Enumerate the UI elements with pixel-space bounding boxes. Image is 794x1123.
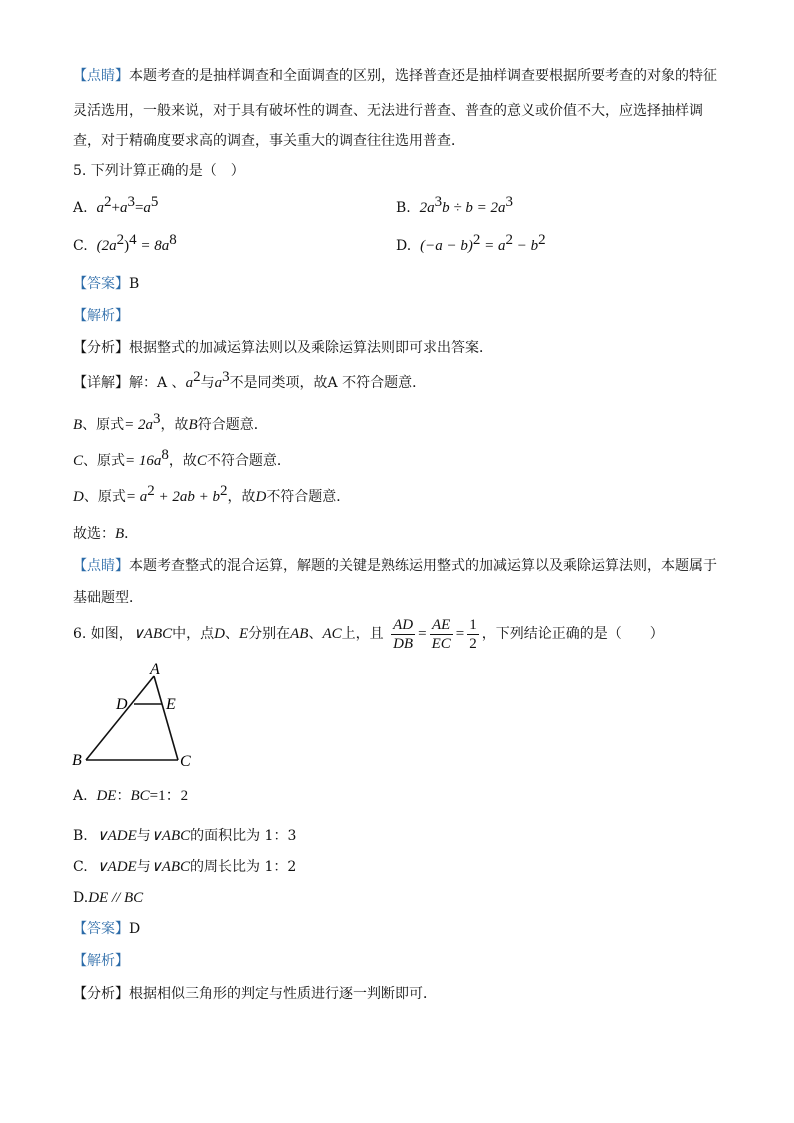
math: = 8a — [136, 238, 170, 254]
text: 6. 如图， — [73, 626, 133, 642]
side-ab — [86, 676, 154, 760]
detail-tag: 【详解】 — [73, 375, 129, 391]
q5-analysis — [73, 306, 129, 326]
note-line-2 — [73, 101, 703, 121]
math: DE // BC — [88, 890, 144, 906]
text: 的面积比为 1：3 — [190, 828, 297, 844]
text: 、原式 — [82, 417, 125, 433]
math: a — [96, 200, 104, 216]
q5-note-1 — [73, 556, 717, 576]
exp: 3 — [127, 194, 135, 210]
math: DE — [96, 788, 117, 804]
q6-answer — [73, 919, 140, 939]
text: 、原式 — [83, 489, 126, 505]
q5-stem — [73, 161, 245, 181]
q5-line-b — [73, 411, 268, 435]
fraction-numerator: AD — [393, 616, 414, 633]
q5-detail — [73, 369, 427, 393]
equals: = — [418, 626, 427, 642]
math: C — [196, 453, 207, 469]
note-text-1: 本题考查的是抽样调查和全面调查的区别，选择普查还是抽样调查要根据所要考查的对象的特征 — [129, 68, 717, 84]
q5-option-b — [396, 194, 514, 218]
math: a — [119, 200, 128, 216]
option-label: B. — [396, 200, 411, 216]
fraction-denominator: 2 — [469, 635, 477, 652]
q5-option-c — [73, 232, 177, 256]
q5-line-d — [73, 483, 351, 507]
q5-option-d — [396, 232, 546, 256]
detail-text: 与 — [200, 375, 215, 391]
text: 故选： — [73, 526, 115, 542]
fraction-ad-db — [391, 616, 415, 653]
note-text-3: 查，对于精确度要求高的调查，事关重大的调查往往选用普查． — [73, 133, 465, 149]
text: 与 — [136, 859, 151, 875]
fenxi-tag: 【分析】 — [73, 986, 129, 1002]
q5-choice — [73, 524, 138, 544]
text: 、 — [308, 626, 323, 642]
exp: 8 — [169, 232, 177, 248]
triangle-figure — [66, 656, 206, 774]
q6-option-b — [73, 826, 296, 846]
text: ，故 — [227, 489, 256, 505]
text: =1：2 — [149, 788, 189, 804]
math: ∨ADE — [96, 859, 137, 875]
fraction-ae-ec — [430, 616, 453, 653]
text: 不符合题意． — [206, 453, 291, 469]
q5-answer — [73, 274, 139, 294]
math: = a — [125, 489, 148, 505]
note-tag: 【点睛】 — [73, 68, 129, 84]
answer-value: D — [129, 921, 141, 937]
op: + — [111, 200, 120, 216]
equals: = — [455, 626, 465, 642]
label-e: E — [166, 696, 176, 713]
fraction-denominator: DB — [393, 635, 414, 652]
math: B — [73, 417, 83, 433]
math: AC — [322, 626, 342, 642]
option-label: C. — [73, 859, 88, 875]
math: D — [73, 489, 84, 505]
text: 符合题意． — [197, 417, 268, 433]
math: b ÷ b = 2a — [442, 200, 506, 216]
label-d: D — [116, 696, 128, 713]
fraction-denominator: EC — [431, 635, 451, 652]
exp: 3 — [222, 369, 230, 385]
option-label: B. — [73, 828, 88, 844]
q6-analysis — [73, 951, 129, 971]
math: = a — [480, 238, 506, 254]
math: 2a — [419, 200, 435, 216]
note-text: 本题考查整式的混合运算，解题的关键是熟练运用整式的加减运算以及乘除运算法则，本题属于 — [129, 558, 717, 574]
text: 分别在 — [248, 626, 291, 642]
exp: 2 — [219, 483, 228, 499]
label-b: B — [72, 752, 82, 769]
analysis-tag: 【解析】 — [73, 308, 129, 324]
math: AB — [290, 626, 309, 642]
math: ∨ADE — [96, 828, 137, 844]
label-a: A — [150, 661, 160, 678]
math: D — [255, 489, 267, 505]
text: ，下列结论正确的是（ ） — [481, 626, 664, 642]
q5-option-a — [73, 194, 159, 218]
note-line-1 — [73, 66, 717, 86]
detail-text: 解：A 、 — [129, 375, 186, 391]
fraction-numerator: AE — [430, 616, 453, 635]
option-label: A. — [73, 788, 88, 804]
note-tag: 【点睛】 — [73, 558, 129, 574]
exp: 2 — [193, 369, 201, 385]
math: a — [143, 200, 151, 216]
fenxi-text: 根据相似三角形的判定与性质进行逐一判断即可． — [129, 986, 437, 1002]
note-line-3 — [73, 131, 465, 151]
math: BC — [130, 788, 150, 804]
exp: 3 — [505, 194, 514, 210]
exp: 2 — [538, 232, 546, 248]
math: + 2ab + b — [154, 489, 220, 505]
answer-tag: 【答案】 — [73, 921, 129, 937]
math: = 16a — [125, 453, 162, 469]
q5-line-c — [73, 447, 291, 471]
math: D — [214, 626, 225, 642]
math: a — [185, 375, 194, 391]
text: ，故 — [168, 453, 197, 469]
op: = — [134, 200, 144, 216]
text: 不符合题意． — [266, 489, 351, 505]
op: ) — [124, 238, 130, 254]
fenxi-tag: 【分析】 — [73, 340, 129, 356]
option-label: C. — [73, 238, 88, 254]
option-label: D. — [396, 238, 412, 254]
exp: 2 — [472, 232, 481, 248]
math: (2a — [96, 238, 117, 254]
text: 中，点 — [172, 626, 215, 642]
text: ，故 — [160, 417, 189, 433]
text: ． — [124, 526, 139, 542]
exp: 3 — [153, 411, 161, 427]
exp: 2 — [103, 194, 112, 210]
exp: 2 — [116, 232, 125, 248]
math: ∨ABC — [150, 828, 191, 844]
q5-stem-text: 5. 下列计算正确的是（ ） — [73, 163, 245, 179]
answer-value: B — [129, 276, 140, 292]
q6-option-c — [73, 857, 296, 877]
text: ： — [116, 788, 131, 804]
analysis-tag: 【解析】 — [73, 953, 129, 969]
option-label: D. — [73, 890, 89, 906]
q6-fenxi — [73, 984, 437, 1004]
math: B — [115, 526, 125, 542]
text: 、原式 — [83, 453, 126, 469]
fraction-one-half — [467, 616, 479, 653]
math: C — [73, 453, 84, 469]
fenxi-text: 根据整式的加减运算法则以及乘除运算法则即可求出答案． — [129, 340, 493, 356]
detail-text: 不是同类项，故A 不符合题意． — [229, 375, 427, 391]
exp: 3 — [434, 194, 443, 210]
note-text: 基础题型． — [73, 590, 143, 606]
q6-stem — [73, 614, 664, 654]
label-c: C — [180, 753, 191, 770]
exp: 8 — [161, 447, 169, 463]
exp: 4 — [129, 232, 137, 248]
text: 与 — [136, 828, 151, 844]
q6-option-d — [73, 888, 143, 908]
option-label: A. — [73, 200, 88, 216]
math: = 2a — [124, 417, 154, 433]
text: 、 — [224, 626, 239, 642]
side-ac — [154, 676, 178, 760]
text: 的周长比为 1：2 — [190, 859, 297, 875]
q5-note-2 — [73, 588, 143, 608]
fraction-numerator: 1 — [469, 616, 477, 633]
math: ∨ABC — [132, 626, 173, 642]
math: ∨ABC — [150, 859, 191, 875]
q6-option-a — [73, 786, 188, 806]
math: E — [238, 626, 249, 642]
math: B — [188, 417, 198, 433]
exp: 2 — [505, 232, 513, 248]
answer-tag: 【答案】 — [73, 276, 129, 292]
q5-fenxi — [73, 338, 493, 358]
note-text-2: 灵活选用，一般来说，对于具有破坏性的调查、无法进行普查、普查的意义或价值不大，应选择抽样调 — [73, 103, 703, 119]
text: 上，且 — [341, 626, 384, 642]
math: a — [214, 375, 223, 391]
math: (−a − b) — [420, 238, 473, 254]
exp: 5 — [150, 194, 159, 210]
math: − b — [512, 238, 539, 254]
exp: 2 — [147, 483, 155, 499]
